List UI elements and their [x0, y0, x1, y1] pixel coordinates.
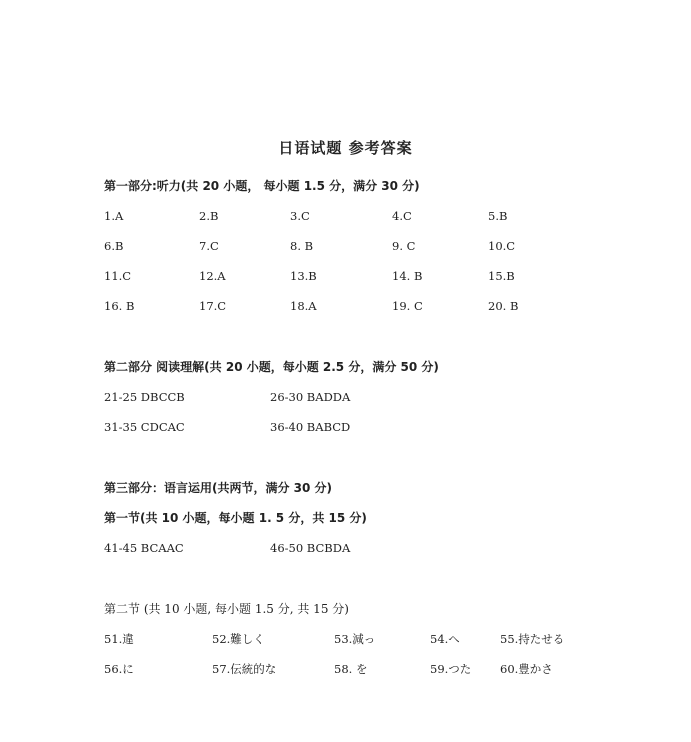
answer-cell: 52.難しく	[212, 632, 265, 646]
answer-cell: 41-45 BCAAC	[104, 541, 184, 555]
answer-cell: 2.B	[199, 209, 219, 223]
section1-heading: 第一节(共 10 小题，每小题 1. 5 分，共 15 分)	[104, 511, 367, 525]
answer-row	[0, 389, 691, 405]
answer-cell: 7.C	[199, 239, 219, 253]
answer-cell: 20. B	[488, 299, 519, 313]
answer-cell: 3.C	[290, 209, 310, 223]
answer-cell: 57.伝統的な	[212, 662, 277, 676]
answer-cell: 11.C	[104, 269, 132, 283]
answer-cell: 31-35 CDCAC	[104, 420, 185, 434]
answer-cell: 55.持たせる	[500, 632, 565, 646]
answer-row	[0, 419, 691, 435]
answer-cell: 15.B	[488, 269, 515, 283]
answer-cell: 26-30 BADDA	[270, 390, 351, 404]
part3-heading: 第三部分：语言运用(共两节，满分 30 分)	[104, 481, 333, 495]
answer-row	[0, 661, 691, 677]
answer-cell: 18.A	[290, 299, 317, 313]
answer-cell: 51.違	[104, 632, 134, 646]
answer-cell: 58. を	[334, 662, 368, 676]
answer-cell: 21-25 DBCCB	[104, 390, 185, 404]
answer-cell: 60.豊かさ	[500, 662, 553, 676]
answer-cell: 19. C	[392, 299, 423, 313]
answer-cell: 59.つた	[430, 662, 472, 676]
answer-cell: 13.B	[290, 269, 317, 283]
answer-cell: 10.C	[488, 239, 516, 253]
answer-row	[0, 268, 691, 284]
answer-cell: 17.C	[199, 299, 227, 313]
answer-cell: 5.B	[488, 209, 508, 223]
page-title: 日语试题 参考答案	[278, 139, 413, 157]
part2-heading: 第二部分 阅读理解(共 20 小题，每小题 2.5 分，满分 50 分)	[104, 360, 439, 374]
answer-row	[0, 540, 691, 556]
answer-cell: 53.減っ	[334, 632, 376, 646]
answer-cell: 36-40 BABCD	[270, 420, 351, 434]
part1-heading: 第一部分:听力(共 20 小题， 每小题 1.5 分，满分 30 分)	[104, 179, 420, 193]
answer-cell: 12.A	[199, 269, 226, 283]
section2-heading: 第二节 (共 10 小题, 每小题 1.5 分, 共 15 分)	[104, 602, 349, 616]
answer-row	[0, 238, 691, 254]
answer-cell: 1.A	[104, 209, 124, 223]
answer-cell: 16. B	[104, 299, 135, 313]
answer-row	[0, 208, 691, 224]
answer-cell: 8. B	[290, 239, 314, 253]
answer-cell: 9. C	[392, 239, 416, 253]
answer-cell: 6.B	[104, 239, 124, 253]
answer-cell: 54.へ	[430, 632, 460, 646]
answer-cell: 56.に	[104, 662, 134, 676]
answer-cell: 46-50 BCBDA	[270, 541, 351, 555]
answer-row	[0, 298, 691, 314]
answer-cell: 14. B	[392, 269, 423, 283]
answer-row	[0, 631, 691, 647]
answer-cell: 4.C	[392, 209, 412, 223]
